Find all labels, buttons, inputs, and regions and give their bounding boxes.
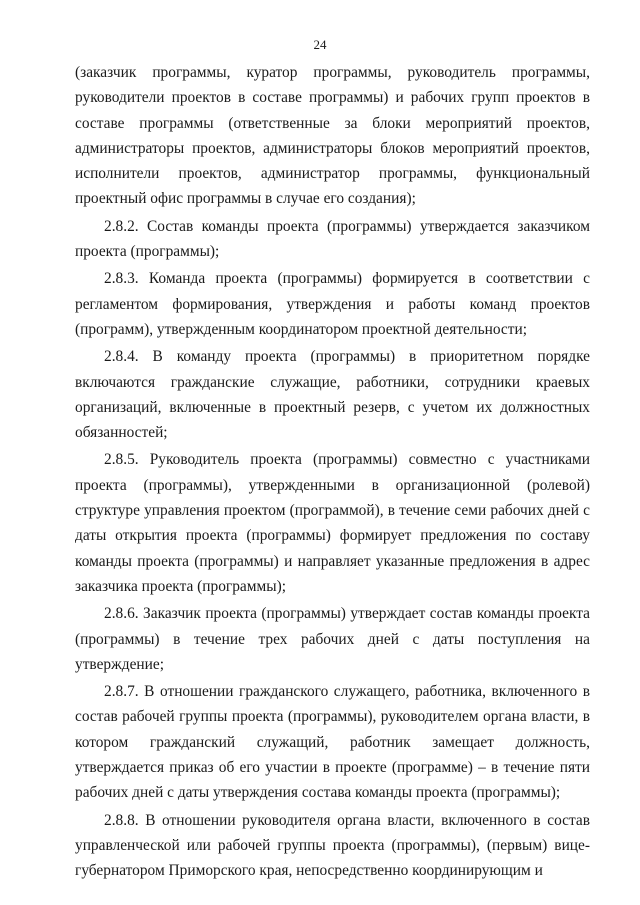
document-body xyxy=(75,60,590,886)
paragraph-2-8-5: 2.8.5. Руководитель проекта (программы) совместно с участниками проекта (программы), утвержденными в организационной (ролевой) структуре управления проектом (программой), в течение семи рабочих дней с даты открытия проекта (программы) формирует предложения по составу команды проекта (программы) и направляет указанные предложения в адрес заказчика проекта (программы); xyxy=(75,451,590,595)
paragraph-2-8-4: 2.8.4. В команду проекта (программы) в приоритетном порядке включаются гражданские служащие, работники, сотрудники краевых организаций, включенные в проектный резерв, с учетом их должностных обязанностей; xyxy=(75,348,590,442)
page-number: 24 xyxy=(313,37,327,52)
paragraph-2-8-8: 2.8.8. В отношении руководителя органа власти, включенного в состав управленческой или рабочей группы проекта (программы), (первым) вице-губернатором Приморского края, непосредственно координирующим и xyxy=(75,811,590,880)
paragraph-continuation: (заказчик программы, куратор программы, руководитель программы, руководители проектов в составе программы) и рабочих групп проектов в составе программы (ответственные за блоки мероприятий проектов, администраторы проектов, администраторы блоков мероприятий проектов, исполнители проектов, администратор программы, функциональный проектный офис программы в случае его создания); xyxy=(75,64,590,208)
paragraph-2-8-7: 2.8.7. В отношении гражданского служащего, работника, включенного в состав рабочей группы проекта (программы), руководителем органа власти, в котором гражданский служащий, работник замещает должность, утверждается приказ об его участии в проекте (программе) – в течение пяти рабочих дней с даты утверждения состава команды проекта (программы); xyxy=(75,683,590,802)
paragraph-2-8-3: 2.8.3. Команда проекта (программы) формируется в соответствии с регламентом формирования, утверждения и работы команд проектов (программ), утвержденным координатором проектной деятельности; xyxy=(75,270,590,338)
paragraph-2-8-6: 2.8.6. Заказчик проекта (программы) утверждает состав команды проекта (программы) в течение трех рабочих дней с даты поступления на утверждение; xyxy=(75,605,590,673)
paragraph-2-8-2: 2.8.2. Состав команды проекта (программы) утверждается заказчиком проекта (программы); xyxy=(75,217,590,261)
